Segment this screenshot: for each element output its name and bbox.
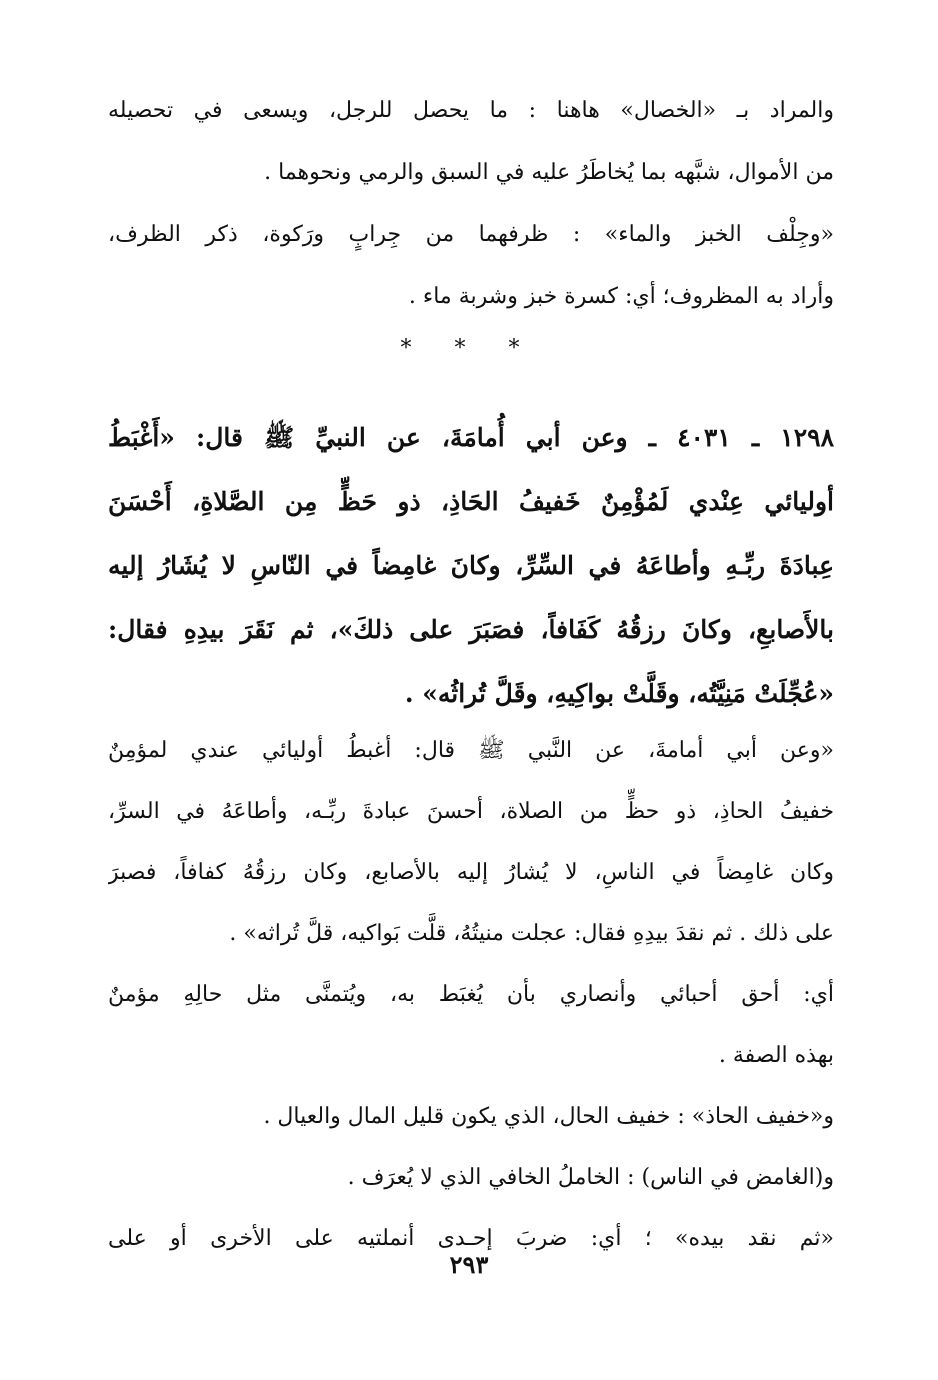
text-line: خفيفُ الحاذِ، ذو حظٍّ من الصلاة، أحسنَ عبادةَ ربِّـه، وأطاعَهُ في السرِّ،	[108, 799, 834, 824]
page-number: ٢٩٣	[449, 1250, 489, 1279]
text-line: وكان غامِضاً في الناسِ، لا يُشارُ إليه بالأصابع، وكان رزقُهُ كفافاً، فصبرَ	[108, 860, 834, 885]
text-line: بهذه الصفة .	[718, 1043, 834, 1068]
text-line: أوليائي عِنْدي لَمُؤْمِنٌ خَفيفُ الحَاذِ، ذو حَظٍّ مِن الصَّلاةِ، أَحْسَنَ	[108, 487, 834, 516]
hadith-text	[108, 406, 834, 726]
commentary-bottom	[108, 720, 834, 1269]
text-line: أي: أحق أحبائي وأنصاري بأن يُغبَط به، ويُتمنَّى مثل حالِهِ مؤمنٌ	[108, 982, 834, 1007]
text-line: على ذلك . ثم نقدَ بيدِهِ فقال: عجلت منيتُهُ، قلَّت بَواكيه، قلَّ تُراثه» .	[229, 921, 834, 946]
text-line: والمراد بـ «الخصال» هاهنا : ما يحصل للرجل، ويسعى في تحصيله	[108, 98, 834, 123]
text-line: «وعن أبي أمامةَ، عن النَّبي ﷺ قال: أغبطُ أوليائي عندي لمؤمِنٌ	[108, 738, 834, 763]
text-line: «وجِلْف الخبز والماء» : ظرفهما من جِرابٍ ورَكوة، ذكر الظرف،	[108, 222, 834, 247]
text-line: بالأَصابعِ، وكانَ رزقُهُ كَفَافاً، فصَبَرَ على ذلكَ»، ثم نَقَرَ بيدِهِ فقال:	[108, 615, 834, 644]
text-line: «عُجِّلَتْ مَنِيَّتُه، وقَلَّتْ بواكِيهِ، وقَلَّ تُراثُه» .	[404, 679, 834, 708]
text-line: من الأموال، شبَّهه بما يُخاطَرُ عليه في السبق والرمي ونحوهما .	[264, 160, 834, 185]
text-line: و(الغامض في الناس) : الخاملُ الخافي الذي لا يُعرَف .	[347, 1165, 834, 1190]
text-line: وأراد به المظروف؛ أي: كسرة خبز وشربة ماء .	[408, 284, 834, 309]
section-separator: * * *	[400, 336, 538, 361]
commentary-top	[108, 80, 834, 328]
text-line: و«خفيف الحاذ» : خفيف الحال، الذي يكون قليل المال والعيال .	[263, 1104, 834, 1129]
text-line: «ثم نقد بيده» ؛ أي: ضربَ إحـدى أنملتيه على الأخرى أو على	[108, 1226, 834, 1251]
text-line: ١٢٩٨ ـ ٤٠٣١ ـ وعن أبي أُمامَةَ، عن النبيِّ ﷺ قال: «أَغْبَطُ	[108, 423, 834, 452]
text-line: عِبادَةَ ربِّـهِ وأطاعَهُ في السِّرِّ، وكانَ غامِضاً في النّاسِ لا يُشَارُ إليه	[108, 551, 834, 580]
